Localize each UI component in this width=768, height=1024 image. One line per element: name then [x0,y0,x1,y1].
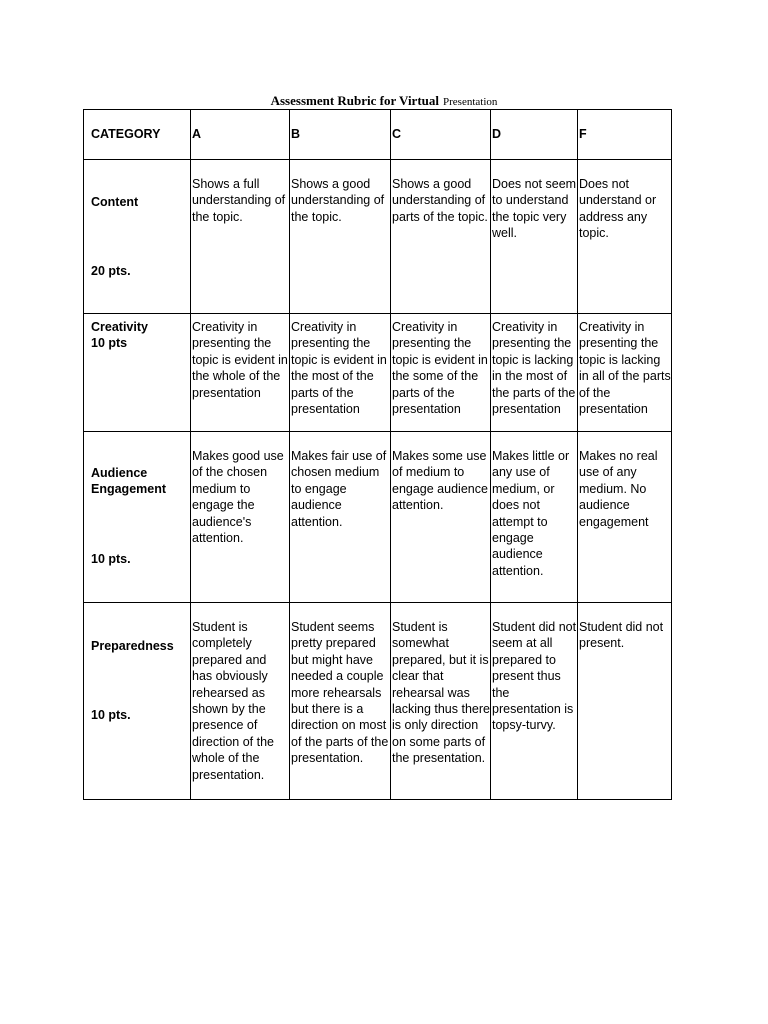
rubric-row-preparedness [84,603,672,800]
category-points-creativity: 10 pts [91,336,128,350]
rubric-cell: Shows a good understanding of parts of the topic. [391,160,491,314]
rubric-cell: Student is completely prepared and has obviously rehearsed as shown by the presence of direction of the whole of the presentation. [191,603,290,800]
header-grade-a: A [191,110,290,160]
document-title-sub: Presentation [443,96,498,108]
category-label-preparedness: Preparedness [91,639,174,653]
rubric-row-audience-engagement [84,432,672,603]
header-grade-b: B [290,110,391,160]
document-title [0,92,768,110]
rubric-cell: Creativity in presenting the topic is evident in the most of the parts of the presentation [290,314,391,432]
rubric-cell: Creativity in presenting the topic is evident in the whole of the presentation [191,314,290,432]
rubric-cell: Makes little or any use of medium, or does not attempt to engage audience attention. [491,432,578,603]
rubric-cell: Creativity in presenting the topic is lacking in all of the parts of the presentation [578,314,672,432]
rubric-row-content [84,160,672,314]
rubric-cell: Does not understand or address any topic. [578,160,672,314]
category-cell-audience-engagement [84,432,191,603]
rubric-cell: Makes some use of medium to engage audience attention. [391,432,491,603]
rubric-cell: Student seems pretty prepared but might have needed a couple more rehearsals but there is a direction on most of the parts of the presentation. [290,603,391,800]
rubric-cell: Creativity in presenting the topic is evident in the some of the parts of the presentation [391,314,491,432]
rubric-cell: Makes good use of the chosen medium to engage the audience's attention. [191,432,290,603]
category-label-audience-engagement: Audience Engagement [91,466,167,497]
rubric-cell: Student did not seem at all prepared to present thus the presentation is topsy-turvy. [491,603,578,800]
category-points-content: 20 pts. [91,264,131,278]
category-label-creativity: Creativity [91,320,148,334]
category-cell-creativity [84,314,191,432]
header-category: CATEGORY [84,110,191,160]
rubric-cell: Shows a good understanding of the topic. [290,160,391,314]
rubric-row-creativity [84,314,672,432]
document-title-main: Assessment Rubric for Virtual [270,93,439,108]
rubric-cell: Makes no real use of any medium. No audience engagement [578,432,672,603]
rubric-table [83,109,672,800]
category-points-audience-engagement: 10 pts. [91,552,131,566]
category-cell-preparedness [84,603,191,800]
header-grade-c: C [391,110,491,160]
rubric-cell: Student is somewhat prepared, but it is clear that rehearsal was lacking thus there is only direction on some parts of the presentation. [391,603,491,800]
rubric-header-row [84,110,672,160]
header-grade-f: F [578,110,672,160]
rubric-cell: Creativity in presenting the topic is lacking in the most of the parts of the presentation [491,314,578,432]
category-label-content: Content [91,195,139,209]
category-cell-content [84,160,191,314]
category-points-preparedness: 10 pts. [91,708,131,722]
rubric-cell: Makes fair use of chosen medium to engage audience attention. [290,432,391,603]
header-grade-d: D [491,110,578,160]
rubric-cell: Student did not present. [578,603,672,800]
rubric-cell: Does not seem to understand the topic very well. [491,160,578,314]
rubric-cell: Shows a full understanding of the topic. [191,160,290,314]
